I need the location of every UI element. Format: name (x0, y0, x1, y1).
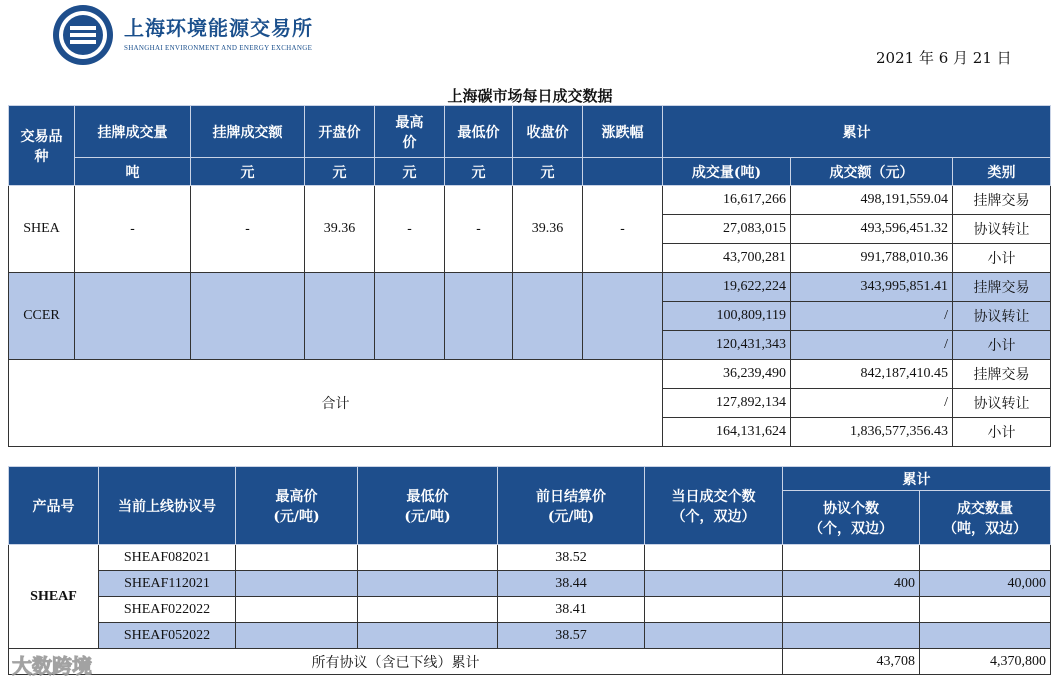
exchange-logo (52, 4, 114, 66)
settle-price: 38.52 (498, 545, 645, 571)
header-low-unit: (元/吨) (404, 508, 451, 525)
variety-shea: SHEA (9, 186, 75, 273)
high-price (236, 545, 358, 571)
cum-amount: 493,596,451.32 (791, 215, 953, 244)
cum-volume: 100,809,119 (663, 302, 791, 331)
report-date: 2021 年 6 月 21 日 (876, 49, 1012, 67)
cum-type: 协议转让 (953, 389, 1051, 418)
header-settle-label: 前日结算价 (536, 488, 606, 505)
cum-amount: 842,187,410.45 (791, 360, 953, 389)
low-price (358, 597, 498, 623)
unit-close: 元 (513, 158, 583, 186)
shea-listed-amount: - (191, 186, 305, 273)
daily-trade-table (8, 105, 1051, 447)
header-qty-label: 成交数量 (957, 500, 1013, 517)
unit-high: 元 (375, 158, 445, 186)
table-row (9, 597, 1051, 623)
header-cumulative-2: 累计 (783, 467, 1051, 491)
cum-type: 挂牌交易 (953, 186, 1051, 215)
header-high-unit: (元/吨) (273, 508, 320, 525)
header-low: 最低价 (445, 106, 513, 158)
cum-type: 小计 (953, 418, 1051, 447)
header-count-unit: （个，双边） (809, 520, 893, 537)
high-price (236, 597, 358, 623)
contract-id: SHEAF052022 (99, 623, 236, 649)
cum-amount: 343,995,851.41 (791, 273, 953, 302)
shea-low: - (445, 186, 513, 273)
unit-listed-volume: 吨 (75, 158, 191, 186)
low-price (358, 571, 498, 597)
shea-close: 39.36 (513, 186, 583, 273)
footer-total-label: 所有协议（含已下线）累计 (9, 649, 783, 675)
cum-type: 协议转让 (953, 215, 1051, 244)
cum-type: 小计 (953, 331, 1051, 360)
cum-volume: 19,622,224 (663, 273, 791, 302)
cum-amount: 498,191,559.04 (791, 186, 953, 215)
org-name-en: SHANGHAI ENVIRONMENT AND ENERGY EXCHANGE (124, 44, 313, 52)
header-high-price (236, 467, 358, 545)
cum-volume: 127,892,134 (663, 389, 791, 418)
settle-price: 38.41 (498, 597, 645, 623)
cum-amount: 1,836,577,356.43 (791, 418, 953, 447)
footer-deal-quantity: 4,370,800 (920, 649, 1051, 675)
header-product: 产品号 (9, 467, 99, 545)
table-row (9, 360, 1051, 389)
shea-change: - (583, 186, 663, 273)
cum-type: 小计 (953, 244, 1051, 273)
unit-open: 元 (305, 158, 375, 186)
futures-table (8, 466, 1051, 675)
unit-change (583, 158, 663, 186)
deal-quantity (920, 597, 1051, 623)
contract-id: SHEAF022022 (99, 597, 236, 623)
header-high: 最高价 (375, 106, 445, 158)
watermark: 大数跨境 (12, 654, 92, 678)
footer-contract-count: 43,708 (783, 649, 920, 675)
header-count-label: 协议个数 (823, 500, 879, 517)
today-count (645, 571, 783, 597)
report-title: 上海碳市场每日成交数据 (447, 87, 613, 105)
cum-amount: / (791, 331, 953, 360)
high-price (236, 571, 358, 597)
contract-count (783, 623, 920, 649)
header-close: 收盘价 (513, 106, 583, 158)
cum-volume: 27,083,015 (663, 215, 791, 244)
ccer-close (513, 273, 583, 360)
ccer-change (583, 273, 663, 360)
today-count (645, 597, 783, 623)
header-cum-volume: 成交量(吨) (663, 158, 791, 186)
header-today-count (645, 467, 783, 545)
header-deal-quantity (920, 491, 1051, 545)
ccer-listed-volume (75, 273, 191, 360)
header-today-label: 当日成交个数 (671, 488, 756, 505)
header-listed-amount: 挂牌成交额 (191, 106, 305, 158)
org-name-cn: 上海环境能源交易所 (124, 16, 313, 40)
table-row (9, 571, 1051, 597)
table-row (9, 623, 1051, 649)
unit-listed-amount: 元 (191, 158, 305, 186)
deal-quantity (920, 545, 1051, 571)
shea-listed-volume: - (75, 186, 191, 273)
contract-id: SHEAF112021 (99, 571, 236, 597)
shea-open: 39.36 (305, 186, 375, 273)
header-contract: 当前上线协议号 (99, 467, 236, 545)
table-row (9, 186, 1051, 215)
low-price (358, 545, 498, 571)
cum-volume: 43,700,281 (663, 244, 791, 273)
cum-amount: / (791, 302, 953, 331)
shea-high: - (375, 186, 445, 273)
cum-volume: 120,431,343 (663, 331, 791, 360)
cum-amount: 991,788,010.36 (791, 244, 953, 273)
table-row (9, 649, 1051, 675)
header-contract-count (783, 491, 920, 545)
deal-quantity (920, 623, 1051, 649)
unit-low: 元 (445, 158, 513, 186)
cum-amount: / (791, 389, 953, 418)
cum-volume: 16,617,266 (663, 186, 791, 215)
header-change: 涨跌幅 (583, 106, 663, 158)
contract-id: SHEAF082021 (99, 545, 236, 571)
today-count (645, 623, 783, 649)
ccer-open (305, 273, 375, 360)
header-cumulative: 累计 (663, 106, 1051, 158)
product-sheaf: SHEAF (9, 545, 99, 649)
ccer-low (445, 273, 513, 360)
header-qty-unit: （吨，双边） (943, 520, 1027, 537)
table-row (9, 273, 1051, 302)
header-low-price (358, 467, 498, 545)
header-listed-volume: 挂牌成交量 (75, 106, 191, 158)
header-settle-price (498, 467, 645, 545)
header-low-label: 最低价 (406, 488, 449, 505)
low-price (358, 623, 498, 649)
ccer-listed-amount (191, 273, 305, 360)
header-today-unit: （个，双边） (671, 508, 756, 525)
cum-volume: 164,131,624 (663, 418, 791, 447)
high-price (236, 623, 358, 649)
today-count (645, 545, 783, 571)
cum-type: 挂牌交易 (953, 273, 1051, 302)
header-cum-amount: 成交额（元） (791, 158, 953, 186)
header-cum-type: 类别 (953, 158, 1051, 186)
header-settle-unit: (元/吨) (547, 508, 595, 525)
contract-count (783, 597, 920, 623)
settle-price: 38.57 (498, 623, 645, 649)
header-variety: 交易品种 (9, 106, 75, 186)
cum-type: 挂牌交易 (953, 360, 1051, 389)
table-row (9, 545, 1051, 571)
cum-volume: 36,239,490 (663, 360, 791, 389)
header-open: 开盘价 (305, 106, 375, 158)
settle-price: 38.44 (498, 571, 645, 597)
variety-ccer: CCER (9, 273, 75, 360)
cum-type: 协议转让 (953, 302, 1051, 331)
deal-quantity: 40,000 (920, 571, 1051, 597)
contract-count (783, 545, 920, 571)
total-label: 合计 (9, 360, 663, 447)
ccer-high (375, 273, 445, 360)
contract-count: 400 (783, 571, 920, 597)
header-high-label: 最高价 (275, 488, 318, 505)
